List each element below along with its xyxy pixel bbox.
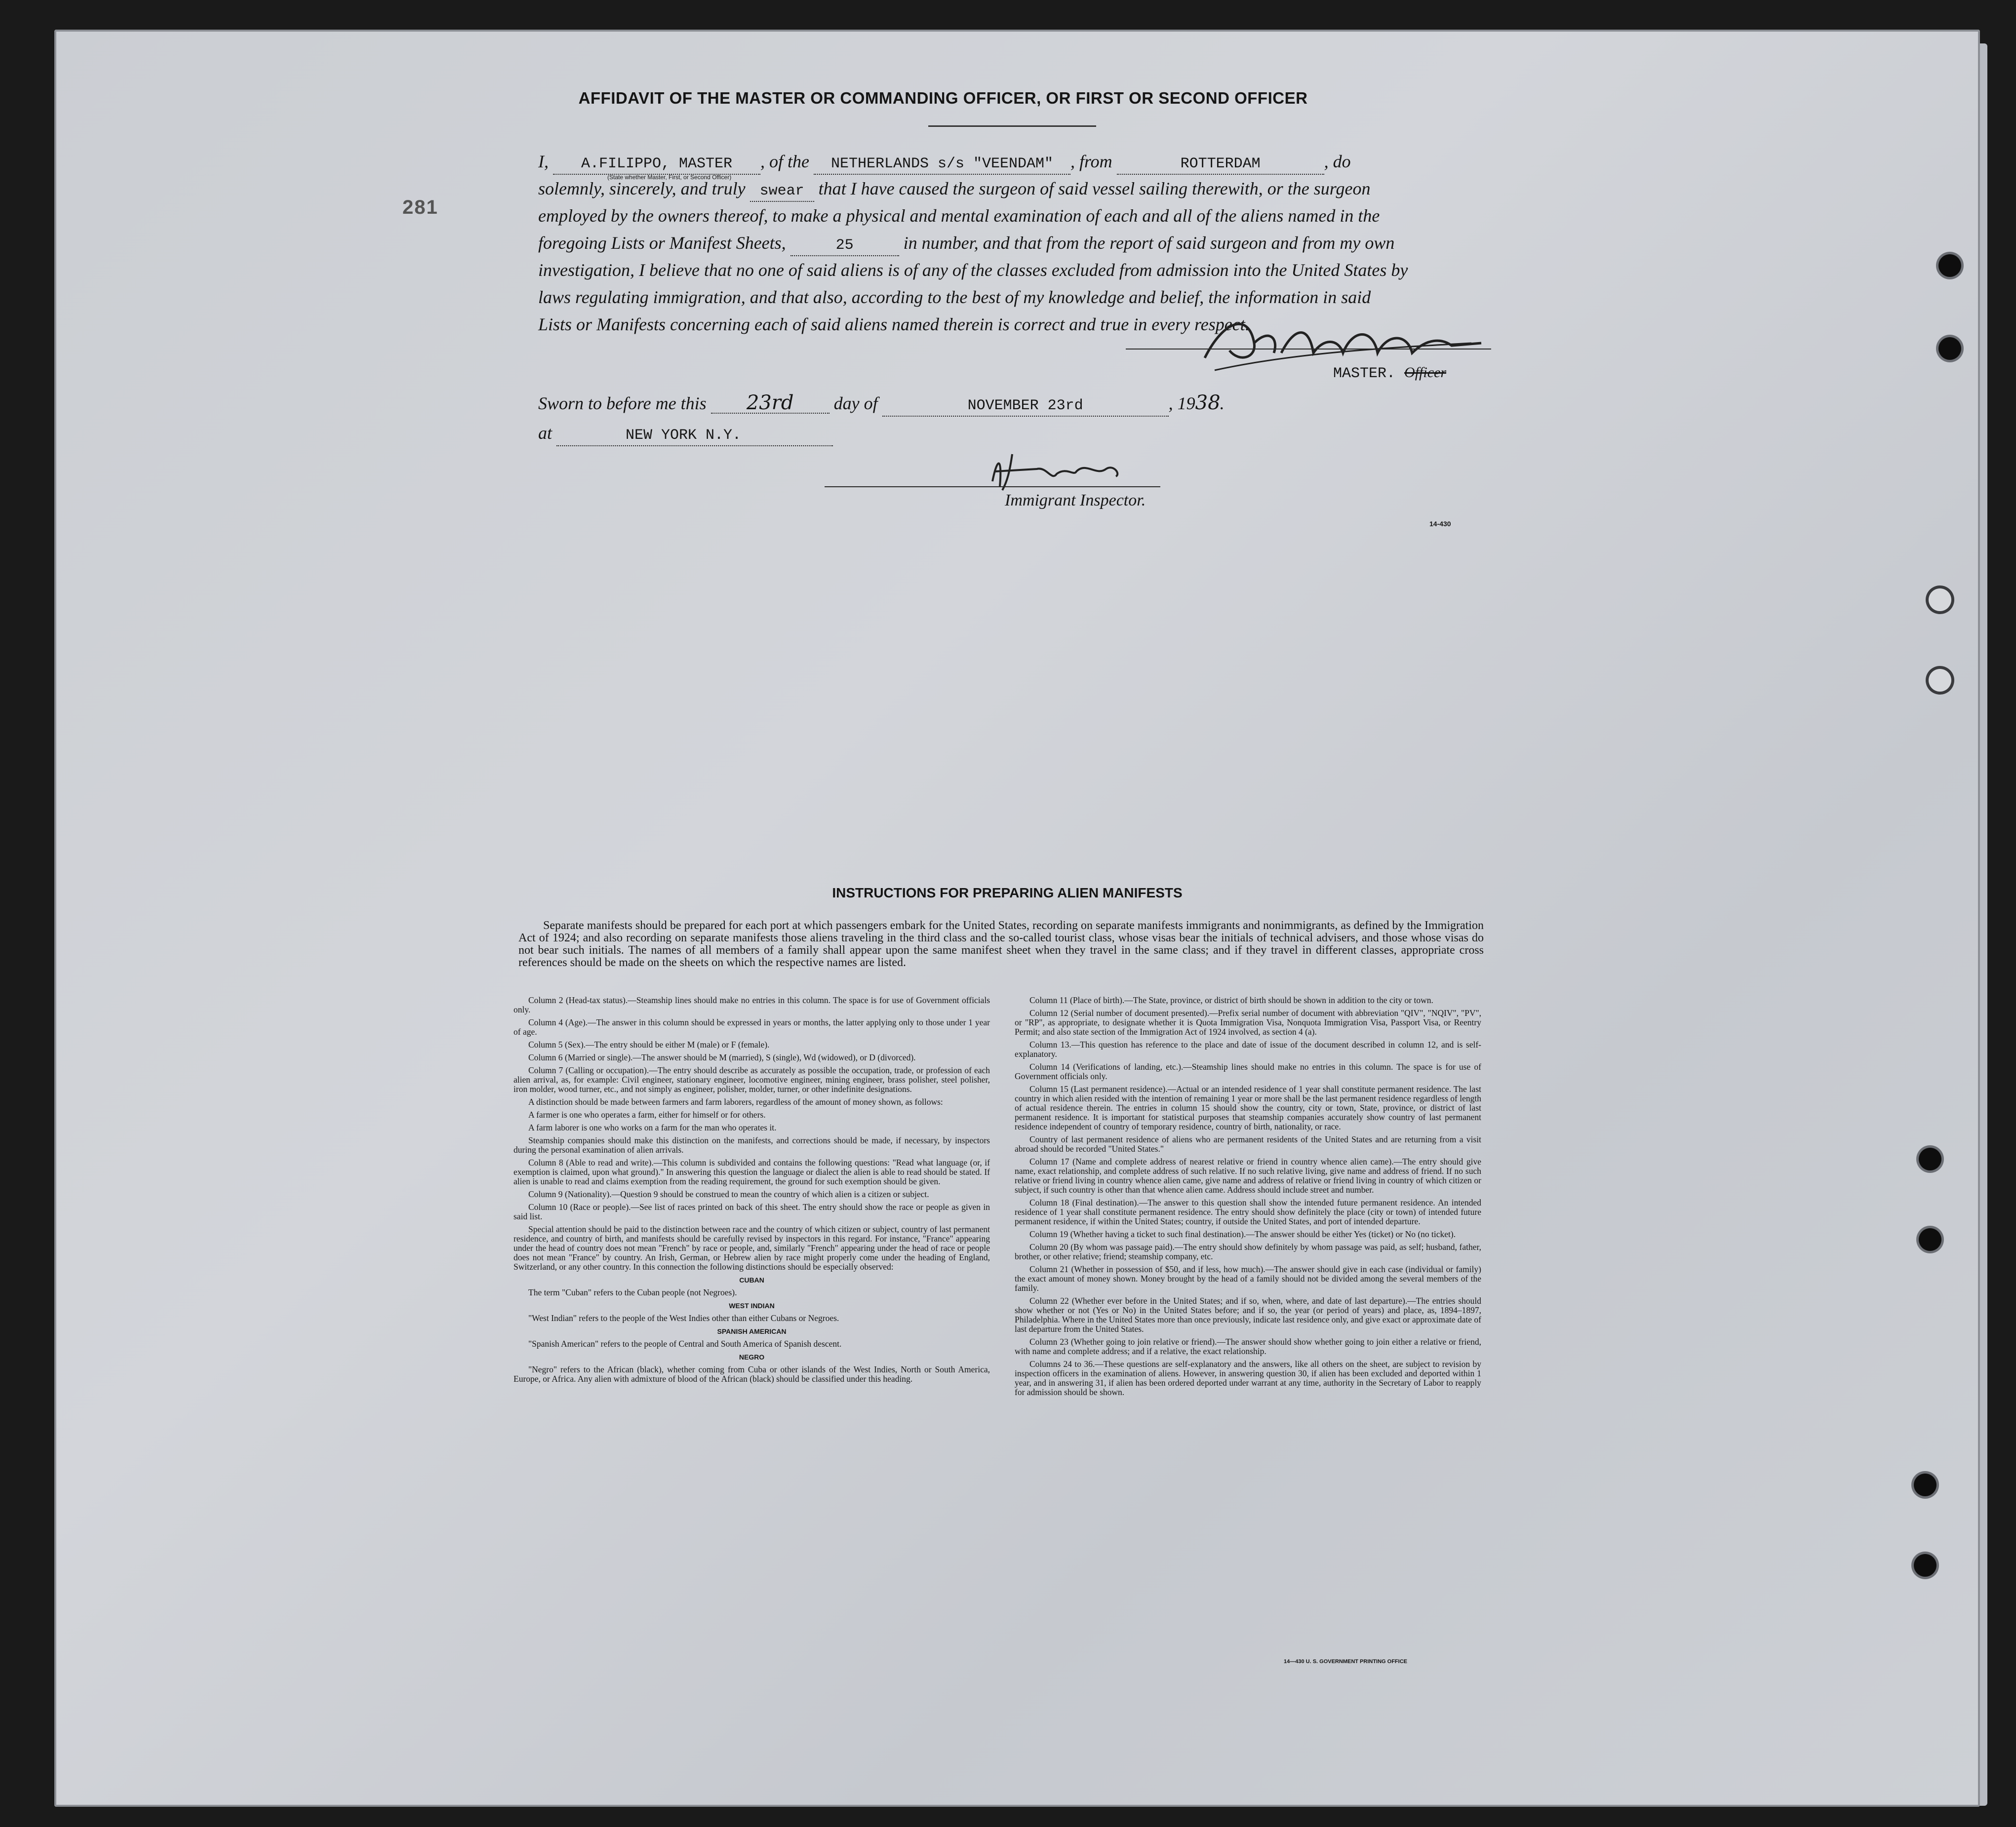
instruction-paragraph: Column 12 (Serial number of document presented).—Prefix serial number of document with abbreviation "QIV", "NQIV", "PV", or "RP", as appropriate, to designate whether it is Quota Immigration Visa, Nonquota Immigration Visa, Passport Visa, or Reentry Permit; and also state section of the Immigration Act of 1924 involved, as section 4 (a). xyxy=(1015,1008,1481,1037)
oath-word-field: swear xyxy=(750,181,814,202)
instruction-paragraph: Special attention should be paid to the distinction between race and the country of which citizen or subject, country of last permanent residence, and country of birth, and manifests should be carefully revised by inspectors in this regard. For instance, "France" appearing under the head of country does not mean "French" by race or people, and, similarly "French" appearing under the head of race or people does not mean "France" by country. An Irish, German, or Hebrew alien by race might properly come under the heading of England, Switzerland, or any other country. In this connection the following distinctions should be especially observed: xyxy=(514,1224,990,1272)
instruction-paragraph: Column 6 (Married or single).—The answer should be M (married), S (single), Wd (widowed), or D (divorced). xyxy=(528,1052,916,1062)
instruction-paragraph: Column 7 (Calling or occupation).—The entry should describe as accurately as possible the occupation, trade, or profession of each alien arrival, as, for example: Civil engineer, stationary engineer, locomotive engineer, mining engineer, brass polisher, steel polisher, iron molder, wood turner, etc., and not simply as engineer, polisher, molder, turner, or other indefinite designations. xyxy=(514,1065,990,1094)
instruction-paragraph: Columns 24 to 36.—These questions are self-explanatory and the answers, like all others on the sheet, are subject to revision by inspection officers in the examination of aliens. However, in answering question 30, if alien has been excluded and deported within 1 year, and in answering 31, if alien has been ordered deported under warrant at any time, authority in the Secretary of Labor to reapply for admission should be shown. xyxy=(1015,1359,1481,1397)
instruction-paragraph: A farmer is one who operates a farm, either for himself or for others. xyxy=(528,1110,766,1120)
page-number: 281 xyxy=(402,196,438,218)
instructions-right-column xyxy=(1015,996,1481,1400)
instructions-title: INSTRUCTIONS FOR PREPARING ALIEN MANIFESTS xyxy=(832,885,1183,900)
instruction-paragraph: Column 18 (Final destination).—The answer to this question shall show the intended future permanent residence. An intended residence of 1 year shall constitute permanent residence. The entry should show definitely the place (city or town) of intended future permanent residence, if within the United States; country, if outside the United States, and port of intended departure. xyxy=(1015,1198,1481,1226)
sworn-place-line: at NEW YORK N.Y. xyxy=(538,420,833,447)
instruction-paragraph: Column 5 (Sex).—The entry should be either M (male) or F (female). xyxy=(528,1040,770,1050)
definition-text: "Negro" refers to the African (black), whether coming from Cuba or other islands of the West Indies, North or South America, Europe, or Africa. Any alien with admixture of blood of the African (black) should be classified under this heading. xyxy=(514,1364,990,1384)
printing-office-imprint: 14—430 U. S. GOVERNMENT PRINTING OFFICE xyxy=(1284,1659,1407,1665)
affidavit-line-7: Lists or Manifests concerning each of said aliens named therein is correct and true in every respect. xyxy=(538,314,1250,334)
sworn-place-field: NEW YORK N.Y. xyxy=(556,426,833,446)
instructions-intro: Separate manifests should be prepared for each port at which passengers embark for the United States, recording on separate manifests immigrants and nonimmigrants, as defined by the Immigration Act of 1924; and also recording on separate manifests those aliens traveling in the third class and the so-called tourist class, whose visas bear the initials of technical advisers, and those whose visas do not bear such initials. The names of all members of a family shall appear upon the same manifest sheet when they travel in the same class; and if they travel in different classes, appropriate cross references should be made on the sheets on which the respective names are listed. xyxy=(518,919,1484,969)
instruction-paragraph: Column 8 (Able to read and write).—This column is subdivided and contains the following questions: "Read what language (or, if exemption is claimed, upon what ground)." In answering this question the language or dialect the alien is able to read should be stated. If alien is unable to read and claims exemption from the reading requirement, the ground for such exemption should be given. xyxy=(514,1158,990,1186)
definition-heading: WEST INDIAN xyxy=(729,1302,775,1310)
binder-hole xyxy=(1914,1554,1937,1577)
instructions-left-column xyxy=(514,996,990,1387)
master-title: MASTER. Officer xyxy=(1333,364,1447,382)
definition-heading: NEGRO xyxy=(739,1353,765,1361)
affidavit-line-6: laws regulating immigration, and that also, according to the best of my knowledge and belief, the information in said xyxy=(538,287,1371,307)
binder-hole xyxy=(1919,1228,1941,1251)
sworn-year-field: 38 xyxy=(1195,391,1221,414)
instruction-paragraph: Column 14 (Verifications of landing, etc.).—Steamship lines should make no entries in this column. The space is for use of Government officials only. xyxy=(1015,1062,1481,1081)
affidavit-line-1: I, A.FILIPPO, MASTER , of the NETHERLANDS s/s "VEENDAM" , from ROTTERDAM , do xyxy=(538,148,1491,175)
binder-hole xyxy=(1938,254,1961,277)
binder-hole xyxy=(1929,588,1951,611)
affidavit-line-3: employed by the owners thereof, to make a physical and mental examination of each and all of the aliens named in the xyxy=(538,206,1380,226)
instruction-paragraph: Column 2 (Head-tax status).—Steamship lines should make no entries in this column. The space is for use of Government officials only. xyxy=(514,995,990,1014)
instruction-paragraph: Column 9 (Nationality).—Question 9 should be construed to mean the country of which alien is a citizen or subject. xyxy=(528,1189,929,1199)
definition-text: "Spanish American" refers to the people of Central and South America of Spanish descent. xyxy=(528,1339,842,1349)
definition-text: "West Indian" refers to the people of the West Indies other than either Cubans or Negroes. xyxy=(528,1313,839,1323)
instruction-paragraph: Column 19 (Whether having a ticket to such final destination).—The answer should be either Yes (ticket) or No (no ticket). xyxy=(1029,1229,1456,1239)
binder-hole xyxy=(1938,337,1961,360)
sworn-line: Sworn to before me this 23rd day of NOVEMBER 23rd , 1938. xyxy=(538,390,1225,417)
title-rule xyxy=(928,125,1096,127)
instruction-paragraph: A distinction should be made between farmers and farm laborers, regardless of the amount of money shown, as follows: xyxy=(528,1097,943,1107)
instruction-paragraph: Column 17 (Name and complete address of nearest relative or friend in country whence alien came).—The entry should give name, exact relationship, and complete address of such relative. If no such relative living, give name and address of friend. If no such relative or friend living in country whence alien came, give name and address of relative or friend living in country of which citizen or subject, if such country is other than that whence alien came. Address should include street and number. xyxy=(1015,1157,1481,1195)
sworn-day-field: 23rd xyxy=(711,393,830,414)
departure-port-field: ROTTERDAM xyxy=(1117,154,1324,175)
instruction-paragraph: Column 4 (Age).—The answer in this column should be expressed in years or months, the latter applying only to those under 1 year of age. xyxy=(514,1017,990,1037)
definition-heading: SPANISH AMERICAN xyxy=(717,1327,787,1335)
vessel-name-field: NETHERLANDS s/s "VEENDAM" xyxy=(814,154,1070,175)
instruction-paragraph: A farm laborer is one who works on a farm for the man who operates it. xyxy=(528,1123,777,1132)
affidavit-line-4: foregoing Lists or Manifest Sheets, 25 in number, and that from the report of said surgeon and from my own xyxy=(538,230,1491,257)
inspector-signature-line xyxy=(825,486,1160,487)
instruction-paragraph: Country of last permanent residence of aliens who are permanent residents of the United States and are returning from a visit abroad should be recorded "United States." xyxy=(1015,1134,1481,1154)
binder-hole xyxy=(1919,1148,1941,1170)
officer-name-field: A.FILIPPO, MASTER xyxy=(553,154,760,175)
instruction-paragraph: Column 23 (Whether going to join relative or friend).—The answer should show whether going to join either a relative or friend, with name and complete address; and if a relative, the exact relationship. xyxy=(1015,1337,1481,1356)
instruction-paragraph: Steamship companies should make this distinction on the manifests, and corrections should be made, if necessary, by inspectors during the personal examination of alien arrivals. xyxy=(514,1135,990,1155)
instruction-paragraph: Column 20 (By whom was passage paid).—The entry should show definitely by whom passage was paid, as self; husband, father, brother, or other relative; friend; steamship company, etc. xyxy=(1015,1242,1481,1261)
instruction-paragraph: Column 15 (Last permanent residence).—Actual or an intended residence of 1 year shall constitute permanent residence. The last country in which alien resided with the intention of remaining 1 year or more shall be the last permanent residence regardless of length of actual residence therein. The entries in column 15 should show the country, city or town, State, province, or district of last permanent residence. It is important for statistical purposes that steamship companies accurately show country of last permanent residence independent of country of temporary residence, country of birth, nationality, or race. xyxy=(1015,1084,1481,1131)
definition-heading: CUBAN xyxy=(739,1276,764,1284)
officer-rank-note: (State whether Master, First, or Second Officer) xyxy=(607,174,732,181)
affidavit-line-5: investigation, I believe that no one of said aliens is of any of the classes excluded from admission into the United States by xyxy=(538,260,1408,280)
instruction-paragraph: Column 21 (Whether in possession of $50, and if less, how much).—The answer should give in each case (individual or family) the exact amount of money shown. Money brought by the head of a family should not be divided among the several members of the family. xyxy=(1015,1264,1481,1293)
inspector-signature xyxy=(983,447,1141,496)
instruction-paragraph: Column 11 (Place of birth).—The State, province, or district of birth should be shown in addition to the city or town. xyxy=(1029,995,1433,1005)
instruction-paragraph: Column 22 (Whether ever before in the United States; and if so, when, where, and date of last departure).—The entries should show whether or not (Yes or No) in the United States before; and if so, the year (or period of years) and place, as, 1894–1897, Philadelphia. Where in the United States more than once previously, indicate last residence only, and give exact or approximate date of last departure from the United States. xyxy=(1015,1296,1481,1334)
affidavit-title: AFFIDAVIT OF THE MASTER OR COMMANDING OFFICER, OR FIRST OR SECOND OFFICER xyxy=(578,89,1308,107)
sworn-date-field: NOVEMBER 23rd xyxy=(882,396,1169,417)
instruction-paragraph: Column 13.—This question has reference to the place and date of issue of the document described in column 12, and is self-explanatory. xyxy=(1015,1040,1481,1059)
affidavit-line-2: solemnly, sincerely, and truly swear that I have caused the surgeon of said vessel sailing therewith, or the surgeon xyxy=(538,175,1491,202)
binder-hole xyxy=(1914,1474,1937,1496)
binder-hole xyxy=(1929,669,1951,692)
inspector-label: Immigrant Inspector. xyxy=(1005,491,1146,509)
definition-text: The term "Cuban" refers to the Cuban people (not Negroes). xyxy=(528,1287,737,1297)
instruction-paragraph: Column 10 (Race or people).—See list of races printed on back of this sheet. The entry should show the race or people as given in said list. xyxy=(514,1202,990,1221)
sheet-count-field: 25 xyxy=(791,235,899,256)
form-number: 14-430 xyxy=(1429,520,1451,528)
master-signature-line xyxy=(1126,349,1491,350)
